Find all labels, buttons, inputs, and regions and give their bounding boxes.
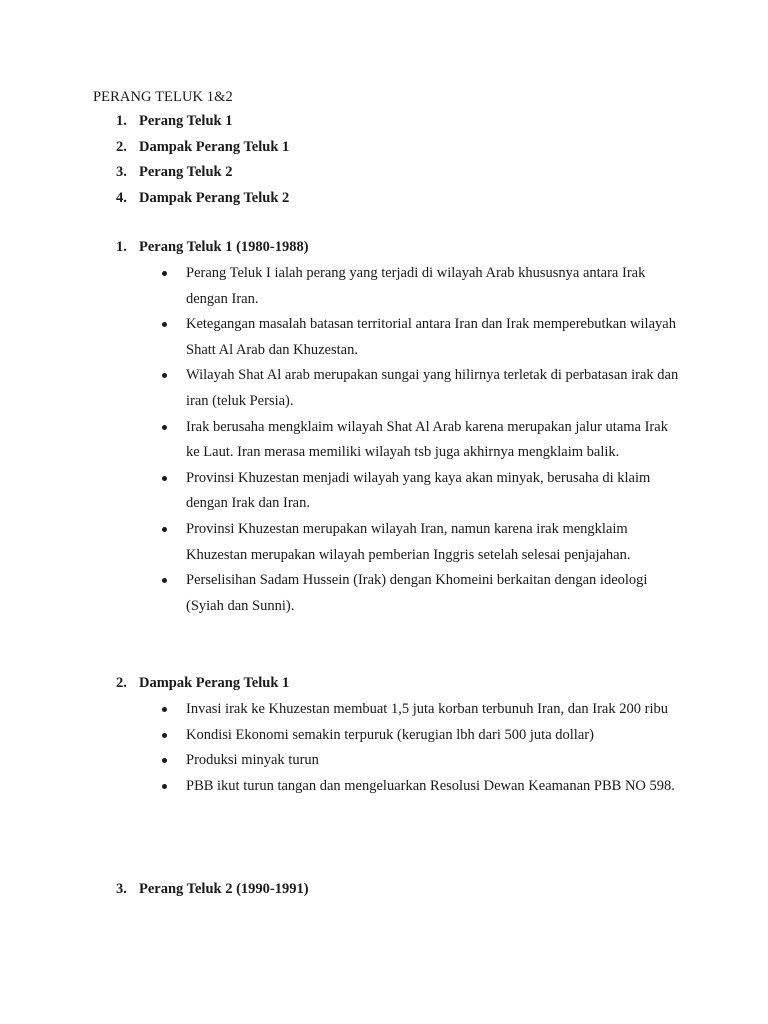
bullet-icon xyxy=(162,733,167,738)
bullet-icon xyxy=(162,271,167,276)
bullet-icon xyxy=(162,373,167,378)
bullet-icon xyxy=(162,707,167,712)
toc-number: 2. xyxy=(116,138,127,155)
list-item: Perselisihan Sadam Hussein (Irak) dengan Khomeini berkaitan dengan ideologi (Syiah dan Sunni). xyxy=(0,568,768,619)
bullet-icon xyxy=(162,476,167,481)
list-item: Wilayah Shat Al arab merupakan sungai yang hilirnya terletak di perbatasan irak dan iran (teluk Persia). xyxy=(0,363,768,414)
toc-number: 4. xyxy=(116,189,127,206)
section-heading xyxy=(0,673,768,695)
section-number: 2. xyxy=(116,675,127,691)
list-item: Ketegangan masalah batasan territorial antara Iran dan Irak memperebutkan wilayah Shatt Al Arab dan Khuzestan. xyxy=(0,312,768,363)
bullet-icon xyxy=(162,322,167,327)
toc-label: Dampak Perang Teluk 1 xyxy=(139,138,290,155)
section-heading xyxy=(0,237,768,259)
list-item: Provinsi Khuzestan menjadi wilayah yang kaya akan minyak, berusaha di klaim dengan Irak dan Iran. xyxy=(0,466,768,517)
bullet-icon xyxy=(162,425,167,430)
list-item: Irak berusaha mengklaim wilayah Shat Al Arab karena merupakan jalur utama Irak ke Laut. Iran merasa memiliki wilayah tsb juga akhirnya mengklaim balik. xyxy=(0,415,768,466)
section-heading xyxy=(0,879,768,901)
toc-label: Perang Teluk 2 xyxy=(139,164,233,180)
document-title: PERANG TELUK 1&2 xyxy=(93,89,233,105)
list-item: Provinsi Khuzestan merupakan wilayah Iran, namun karena irak mengklaim Khuzestan merupakan wilayah pemberian Inggris setelah selesai penjajahan. xyxy=(0,517,768,568)
section-title: Perang Teluk 1 (1980-1988) xyxy=(139,239,309,255)
bullet-list xyxy=(0,697,768,799)
section-dampak-perang-teluk-1 xyxy=(0,673,768,799)
list-item: PBB ikut turun tangan dan mengeluarkan Resolusi Dewan Keamanan PBB NO 598. xyxy=(0,774,768,800)
list-item: Kondisi Ekonomi semakin terpuruk (kerugian lbh dari 500 juta dollar) xyxy=(0,723,768,749)
bullet-icon xyxy=(162,527,167,532)
toc-number: 3. xyxy=(116,164,127,180)
list-item: Produksi minyak turun xyxy=(0,748,768,774)
toc-label: Perang Teluk 1 xyxy=(139,113,233,129)
section-title: Perang Teluk 2 (1990-1991) xyxy=(139,881,309,897)
list-item: Invasi irak ke Khuzestan membuat 1,5 juta korban terbunuh Iran, dan Irak 200 ribu xyxy=(0,697,768,723)
bullet-icon xyxy=(162,758,167,763)
section-perang-teluk-2 xyxy=(0,879,768,901)
section-number: 3. xyxy=(116,881,127,897)
toc-label: Dampak Perang Teluk 2 xyxy=(139,189,290,206)
bullet-list xyxy=(0,261,768,619)
section-perang-teluk-1 xyxy=(0,237,768,619)
list-item: Perang Teluk I ialah perang yang terjadi di wilayah Arab khususnya antara Irak dengan Iran. xyxy=(0,261,768,312)
toc-number: 1. xyxy=(116,113,127,129)
bullet-icon xyxy=(162,784,167,789)
section-number: 1. xyxy=(116,239,127,255)
bullet-icon xyxy=(162,578,167,583)
section-title: Dampak Perang Teluk 1 xyxy=(139,675,290,691)
